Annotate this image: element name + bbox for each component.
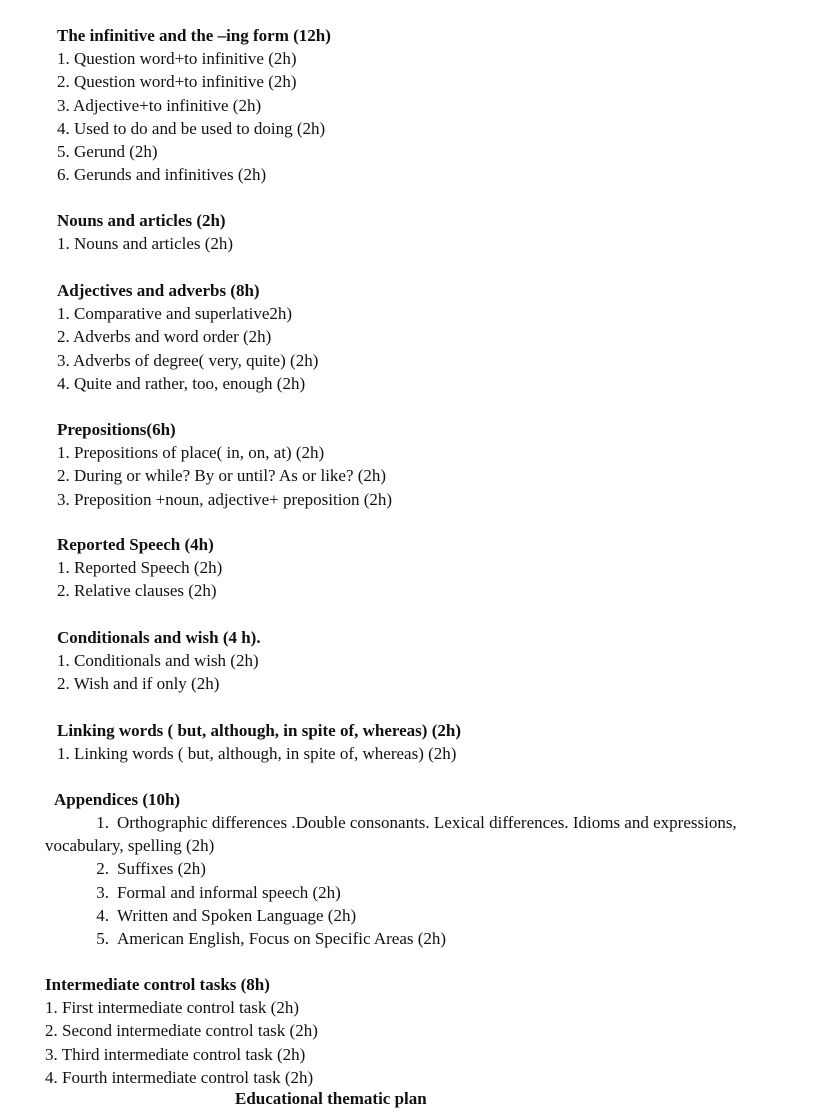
list-item: 5. Gerund (2h): [57, 141, 158, 161]
list-item: 4. Quite and rather, too, enough (2h): [57, 373, 306, 393]
item-text: American English, Focus on Specific Areas (2h): [117, 928, 447, 948]
section-heading: Adjectives and adverbs (8h): [57, 281, 260, 300]
list-item: 1. Nouns and articles (2h): [57, 234, 234, 254]
section-heading: Linking words ( but, although, in spite of, whereas) (2h): [57, 721, 461, 740]
list-item: [45, 811, 815, 834]
section-linking-words: [57, 719, 461, 765]
list-item: [45, 904, 815, 927]
list-item: 1. Prepositions of place( in, on, at) (2h): [57, 443, 325, 463]
section-heading: Intermediate control tasks (8h): [45, 975, 270, 994]
list-item: 2. During or while? By or until? As or like? (2h): [57, 466, 387, 486]
item-number: 1.: [96, 813, 109, 832]
section-appendices-list: [45, 811, 815, 950]
section-infinitive: [57, 24, 331, 186]
section-heading: Prepositions(6h): [57, 420, 176, 439]
list-item: 1. First intermediate control task (2h): [45, 998, 299, 1018]
list-item: 2. Second intermediate control task (2h): [45, 1021, 318, 1041]
section-heading: The infinitive and the –ing form (12h): [57, 26, 331, 45]
list-item: 1. Conditionals and wish (2h): [57, 651, 259, 671]
section-heading: Conditionals and wish (4 h).: [57, 628, 261, 647]
section-nouns: [57, 209, 233, 255]
list-item: 2. Question word+to infinitive (2h): [57, 72, 297, 92]
item-number: 4.: [96, 905, 109, 925]
item-number: 5.: [96, 928, 109, 948]
list-item: 3. Adverbs of degree( very, quite) (2h): [57, 350, 319, 370]
list-item: 1. Comparative and superlative2h): [57, 304, 293, 324]
item-text: Written and Spoken Language (2h): [117, 905, 357, 925]
list-item: 4. Fourth intermediate control task (2h): [45, 1067, 314, 1087]
list-item: 2. Relative clauses (2h): [57, 581, 217, 601]
section-heading: Reported Speech (4h): [57, 535, 214, 554]
item-text: Formal and informal speech (2h): [117, 882, 341, 902]
list-item: 1. Linking words ( but, although, in spite of, whereas) (2h): [57, 744, 457, 764]
section-adjectives: [57, 279, 318, 395]
section-reported-speech: [57, 533, 222, 603]
item-text: Orthographic differences .Double consonants. Lexical differences. Idioms and expressions,: [117, 813, 737, 832]
section-control-tasks: [45, 973, 318, 1089]
section-heading: Nouns and articles (2h): [57, 211, 226, 230]
section-heading: Appendices (10h): [54, 790, 181, 809]
list-item: [45, 881, 815, 904]
section-conditionals: [57, 626, 261, 696]
list-item: 4. Used to do and be used to doing (2h): [57, 118, 326, 138]
list-item: 1. Question word+to infinitive (2h): [57, 49, 297, 69]
item-number: 3.: [96, 882, 109, 902]
item-text: Suffixes (2h): [117, 859, 206, 879]
list-item: 2. Wish and if only (2h): [57, 674, 220, 694]
list-item: 3. Preposition +noun, adjective+ preposition (2h): [57, 489, 393, 509]
section-appendices-heading: [54, 788, 180, 811]
item-number: 2.: [96, 859, 109, 879]
item-continuation: vocabulary, spelling (2h): [45, 836, 215, 856]
page-footer-title: Educational thematic plan: [235, 1089, 427, 1108]
list-item: 3. Third intermediate control task (2h): [45, 1044, 306, 1064]
list-item: [45, 927, 815, 950]
section-prepositions: [57, 418, 392, 511]
list-item: 1. Reported Speech (2h): [57, 558, 223, 578]
list-item: 3. Adjective+to infinitive (2h): [57, 95, 262, 115]
list-item: [45, 857, 815, 880]
list-item: 2. Adverbs and word order (2h): [57, 327, 272, 347]
list-item: 6. Gerunds and infinitives (2h): [57, 165, 267, 185]
